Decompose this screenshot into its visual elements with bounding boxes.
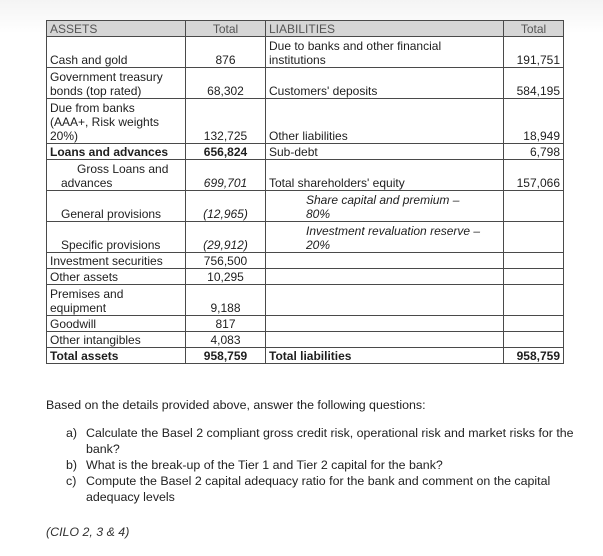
liability-label: Customers' deposits [266, 68, 504, 99]
liabilities-header: LIABILITIES [266, 21, 504, 37]
table-row [47, 160, 564, 191]
cilo-reference: (CILO 2, 3 & 4) [46, 525, 130, 539]
liability-label [266, 316, 504, 332]
liability-value: 584,195 [504, 68, 564, 99]
questions-section [46, 397, 586, 505]
liability-label: Total shareholders' equity [266, 160, 504, 191]
asset-value: 656,824 [186, 144, 266, 160]
total-liabilities-label: Total liabilities [266, 348, 504, 364]
table-header-row [47, 21, 564, 37]
question-text: Calculate the Basel 2 compliant gross credit risk, operational risk and market risks for the bank? [86, 426, 574, 456]
table-row [47, 332, 564, 348]
liability-value: 157,066 [504, 160, 564, 191]
table-row [47, 68, 564, 99]
totals-row [47, 348, 564, 364]
asset-value: (29,912) [186, 222, 266, 253]
liability-label: Investment revaluation reserve – 20% [266, 222, 504, 253]
asset-value: 4,083 [186, 332, 266, 348]
total-liabilities-value: 958,759 [504, 348, 564, 364]
asset-label: Other assets [47, 269, 186, 285]
liability-label [266, 253, 504, 269]
asset-label: Other intangibles [47, 332, 186, 348]
liability-label: Sub-debt [266, 144, 504, 160]
asset-value: 876 [186, 37, 266, 68]
table-row [47, 99, 564, 144]
liability-value [504, 191, 564, 222]
asset-label: Government treasury bonds (top rated) [47, 68, 186, 99]
question-marker: a) [66, 426, 78, 440]
asset-value: 9,188 [186, 285, 266, 316]
table-row [47, 253, 564, 269]
assets-header: ASSETS [47, 21, 186, 37]
asset-label: Premises and equipment [47, 285, 186, 316]
asset-value: 756,500 [186, 253, 266, 269]
asset-label: Loans and advances [47, 144, 186, 160]
table-row [47, 144, 564, 160]
asset-value: 817 [186, 316, 266, 332]
table-row [47, 191, 564, 222]
asset-label [47, 160, 186, 191]
gross-loans-line2: advances [61, 176, 113, 190]
liability-label [266, 285, 504, 316]
asset-label: Goodwill [47, 316, 186, 332]
liability-label: Due to banks and other financial institutions [266, 37, 504, 68]
liability-value: 191,751 [504, 37, 564, 68]
liability-label: Other liabilities [266, 99, 504, 144]
liability-label [266, 332, 504, 348]
asset-label: Investment securities [47, 253, 186, 269]
asset-value: 132,725 [186, 99, 266, 144]
table-row [47, 316, 564, 332]
question-text: Compute the Basel 2 capital adequacy ratio for the bank and comment on the capital adequacy levels [86, 474, 551, 504]
questions-intro: Based on the details provided above, answer the following questions: [46, 398, 426, 412]
question-item [66, 425, 586, 457]
question-marker: b) [66, 458, 78, 472]
liability-value [504, 285, 564, 316]
question-item [66, 457, 586, 473]
gross-loans-line1: Gross Loans and [77, 162, 169, 176]
liability-value: 6,798 [504, 144, 564, 160]
liability-value [504, 222, 564, 253]
asset-value: (12,965) [186, 191, 266, 222]
liability-value [504, 253, 564, 269]
liability-value [504, 316, 564, 332]
liabilities-total-header: Total [504, 21, 564, 37]
assets-total-header: Total [186, 21, 266, 37]
total-assets-value: 958,759 [186, 348, 266, 364]
liability-label: Share capital and premium – 80% [266, 191, 504, 222]
asset-label: General provisions [47, 191, 186, 222]
question-item [66, 473, 586, 505]
table-row [47, 37, 564, 68]
liability-value: 18,949 [504, 99, 564, 144]
table-row [47, 269, 564, 285]
asset-label: Due from banks (AAA+, Risk weights 20%) [47, 99, 186, 144]
liability-label [266, 269, 504, 285]
balance-sheet-table [46, 20, 564, 364]
total-assets-label: Total assets [47, 348, 186, 364]
liability-value [504, 269, 564, 285]
question-text: What is the break-up of the Tier 1 and Tier 2 capital for the bank? [86, 458, 443, 472]
asset-value: 699,701 [186, 160, 266, 191]
asset-label: Specific provisions [47, 222, 186, 253]
questions-list [46, 425, 586, 505]
liability-value [504, 332, 564, 348]
table-row [47, 285, 564, 316]
asset-value: 10,295 [186, 269, 266, 285]
table-row [47, 222, 564, 253]
question-marker: c) [66, 474, 77, 488]
asset-label: Cash and gold [47, 37, 186, 68]
asset-value: 68,302 [186, 68, 266, 99]
